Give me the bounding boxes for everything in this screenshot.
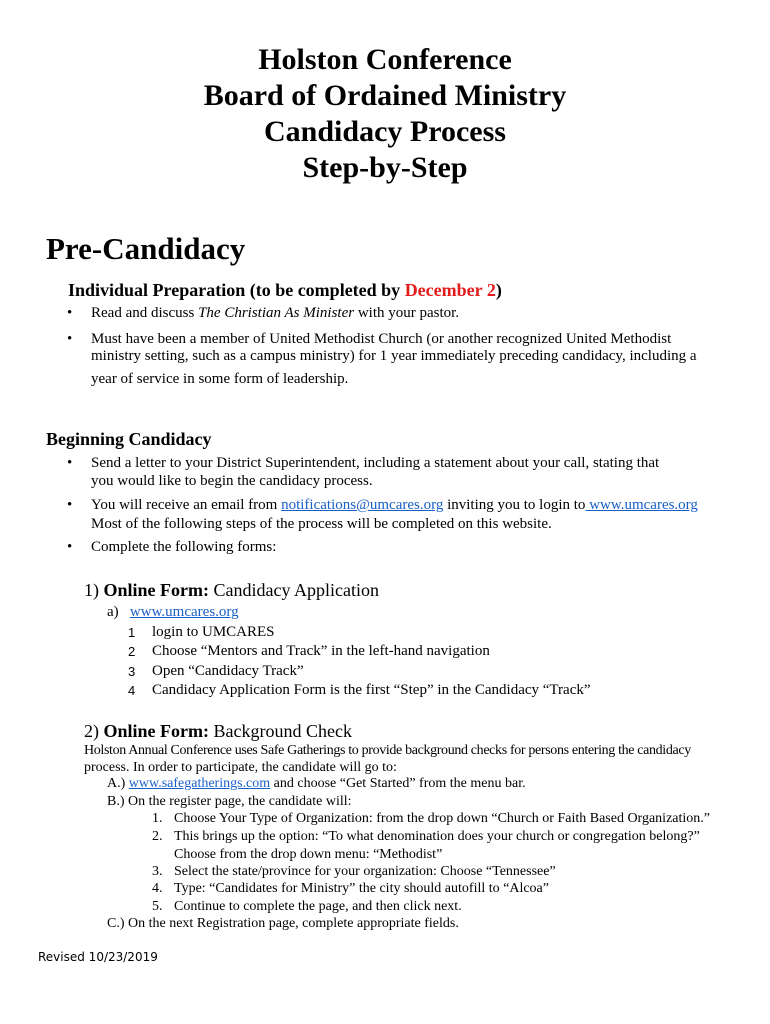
subheading-individual-preparation <box>68 280 502 301</box>
form2-substep-number: 4. <box>152 881 163 896</box>
subheading-close: ) <box>495 280 502 300</box>
form1-step-text: Open “Candidacy Track” <box>152 663 304 679</box>
form2-step-c: C.) On the next Registration page, complete appropriate fields. <box>107 916 459 931</box>
form2-intro-line-1: Holston Annual Conference uses Safe Gatherings to provide background checks for persons entering the candidacy <box>84 743 691 758</box>
step-number: 1 <box>128 625 136 640</box>
bullet-complete-forms: Complete the following forms: <box>91 539 277 555</box>
form2-heading <box>84 721 352 742</box>
umcares-link[interactable]: www.umcares.org <box>585 497 698 513</box>
step-number: 2 <box>128 644 136 659</box>
form1-label: Online Form: <box>103 580 209 600</box>
form2-substep-text: Choose Your Type of Organization: from the drop down “Church or Faith Based Organization.” <box>174 811 710 826</box>
bullet-text: with your pastor. <box>354 305 460 321</box>
form1-number: 1) <box>84 580 99 600</box>
step-text: and choose “Get Started” from the menu bar. <box>270 776 526 791</box>
form2-substep-number: 5. <box>152 899 163 914</box>
form2-step-b: B.) On the register page, the candidate will: <box>107 794 352 809</box>
form1-heading <box>84 580 379 601</box>
form2-substep-number: 2. <box>152 829 163 844</box>
revised-date: Revised 10/23/2019 <box>38 950 158 964</box>
form2-intro-line-2: process. In order to participate, the candidate will go to: <box>84 760 397 775</box>
bullet-dot: • <box>67 305 73 321</box>
bullet-membership-line-2: ministry setting, such as a campus ministry) for 1 year immediately preceding candidacy, including a <box>91 348 697 364</box>
safegatherings-link[interactable]: www.safegatherings.com <box>128 776 271 791</box>
bullet-text: You will receive an email from <box>91 497 282 513</box>
deadline-date: December 2 <box>404 280 496 300</box>
step-number: 3 <box>128 664 136 679</box>
section-heading-pre-candidacy: Pre-Candidacy <box>46 231 246 266</box>
bullet-membership-line-1: Must have been a member of United Methodist Church (or another recognized United Methodist <box>91 331 672 347</box>
bullet-dot: • <box>67 539 73 555</box>
title-line-2: Board of Ordained Ministry <box>203 79 567 112</box>
bullet-dot: • <box>67 331 73 347</box>
bullet-letter-line-1: Send a letter to your District Superintendent, including a statement about your call, stating that <box>91 455 660 471</box>
step-number: 4 <box>128 683 136 698</box>
bullet-text: inviting you to login to <box>443 497 586 513</box>
form1-name: Candidacy Application <box>209 580 379 600</box>
sub-letter: a) <box>107 604 119 620</box>
bullet-email <box>91 497 698 514</box>
form2-substep-number: 3. <box>152 864 163 879</box>
form2-substep-text: Select the state/province for your organization: Choose “Tennessee” <box>174 864 556 879</box>
bullet-dot: • <box>67 455 73 471</box>
form2-step-a <box>107 776 526 792</box>
form2-substep-text: Choose from the drop down menu: “Methodist” <box>174 847 443 862</box>
title-line-3: Candidacy Process <box>264 115 506 148</box>
form2-label: Online Form: <box>103 721 209 741</box>
book-title: The Christian As Minister <box>198 305 355 321</box>
form1-sub-item <box>107 604 239 621</box>
form2-number: 2) <box>84 721 99 741</box>
bullet-dot: • <box>67 497 73 513</box>
form2-substep-text: Type: “Candidates for Ministry” the city should autofill to “Alcoa” <box>174 881 549 896</box>
bullet-letter-line-2: you would like to begin the candidacy process. <box>91 473 373 489</box>
bullet-membership-line-3: year of service in some form of leadership. <box>91 371 349 387</box>
section-heading-beginning-candidacy: Beginning Candidacy <box>46 429 212 449</box>
bullet-read-discuss <box>91 305 459 322</box>
form1-step-text: Candidacy Application Form is the first “Step” in the Candidacy “Track” <box>152 682 591 698</box>
form1-step-text: Choose “Mentors and Track” in the left-hand navigation <box>152 643 490 659</box>
subheading-text: Individual Preparation (to be completed by <box>68 280 405 300</box>
bullet-email-line-2: Most of the following steps of the process will be completed on this website. <box>91 516 552 532</box>
title-line-1: Holston Conference <box>258 43 512 76</box>
email-link[interactable]: notifications@umcares.org <box>281 497 444 513</box>
form2-name: Background Check <box>209 721 352 741</box>
form2-substep-text: Continue to complete the page, and then click next. <box>174 899 462 914</box>
title-line-4: Step-by-Step <box>302 151 468 184</box>
bullet-text: Read and discuss <box>91 305 199 321</box>
form2-substep-number: 1. <box>152 811 163 826</box>
step-letter: A.) <box>107 776 126 791</box>
form1-step-text: login to UMCARES <box>152 624 275 640</box>
umcares-link[interactable]: www.umcares.org <box>129 604 239 620</box>
form2-substep-text: This brings up the option: “To what denomination does your church or congregation belong?” <box>174 829 700 844</box>
